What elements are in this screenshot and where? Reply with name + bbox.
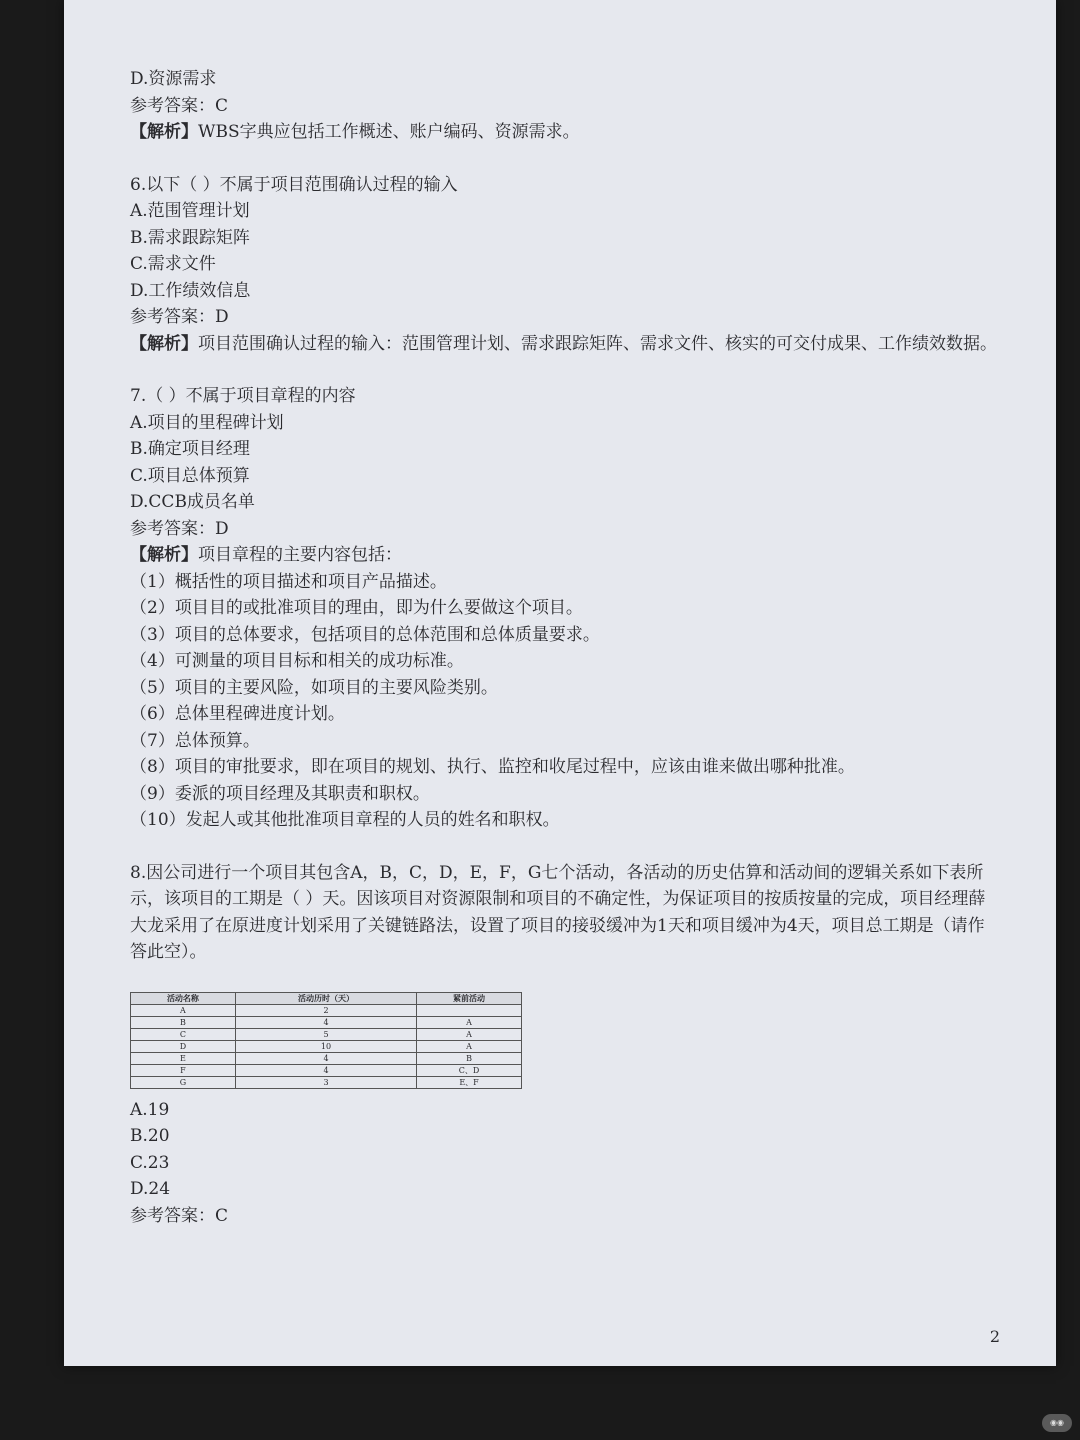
cell-predecessor: B — [417, 1052, 522, 1064]
table-row — [131, 1076, 522, 1088]
q8-option-d: D.24 — [130, 1179, 171, 1199]
q7-item-9: （9）委派的项目经理及其职责和职权。 — [130, 783, 430, 804]
analysis-text: 项目范围确认过程的输入：范围管理计划、需求跟踪矩阵、需求文件、核实的可交付成果、工作绩效数据。 — [198, 333, 997, 354]
table-header-row — [131, 992, 522, 1004]
q8-option-a: A.19 — [130, 1099, 170, 1120]
q6-analysis — [130, 331, 1000, 358]
cell-predecessor: C、D — [417, 1064, 522, 1076]
q6-option-c: C.需求文件 — [130, 254, 216, 274]
q7-item-1: （1）概括性的项目描述和项目产品描述。 — [130, 571, 447, 592]
cell-duration: 10 — [235, 1040, 416, 1052]
analysis-tag: 【解析】 — [130, 333, 198, 354]
analysis-text: 项目章程的主要内容包括： — [198, 545, 402, 565]
q7-option-c: C.项目总体预算 — [130, 465, 250, 486]
q6-option-b: B.需求跟踪矩阵 — [130, 227, 250, 248]
cell-predecessor — [417, 1004, 522, 1016]
cell-duration: 4 — [235, 1016, 416, 1028]
cell-predecessor: A — [417, 1028, 522, 1040]
q7-option-a: A.项目的里程碑计划 — [130, 412, 284, 433]
q6-option-a: A.范围管理计划 — [130, 201, 250, 221]
cell-name: A — [131, 1004, 236, 1016]
page-content — [130, 66, 1000, 1229]
spacer — [130, 357, 1000, 383]
cell-predecessor: A — [417, 1040, 522, 1052]
q6-option-d: D.工作绩效信息 — [130, 280, 251, 301]
spacer — [130, 146, 1000, 172]
q7-item-3: （3）项目的总体要求，包括项目的总体范围和总体质量要求。 — [130, 624, 600, 645]
q6-question: 6.以下（ ）不属于项目范围确认过程的输入 — [130, 174, 458, 195]
q5-answer: 参考答案：C — [130, 95, 229, 116]
cell-predecessor: A — [417, 1016, 522, 1028]
watermark-logo: ◉◉ — [1042, 1414, 1072, 1432]
cell-name: C — [131, 1028, 236, 1040]
spacer — [130, 834, 1000, 860]
page-number: 2 — [989, 1327, 1000, 1346]
q7-option-d: D.CCB成员名单 — [130, 492, 255, 512]
q7-answer: 参考答案：D — [130, 518, 229, 539]
q5-analysis — [130, 119, 1000, 146]
activity-table — [130, 992, 522, 1089]
q8-answer: 参考答案：C — [130, 1205, 229, 1226]
q7-question: 7.（ ）不属于项目章程的内容 — [130, 386, 356, 406]
cell-name: G — [131, 1076, 236, 1088]
q8-option-b: B.20 — [130, 1126, 170, 1146]
cell-duration: 2 — [235, 1004, 416, 1016]
q7-item-7: （7）总体预算。 — [130, 730, 260, 751]
cell-duration: 4 — [235, 1064, 416, 1076]
table-row — [131, 1016, 522, 1028]
cell-duration: 4 — [235, 1052, 416, 1064]
q7-item-2: （2）项目目的或批准项目的理由，即为什么要做这个项目。 — [130, 598, 583, 618]
q7-item-4: （4）可测量的项目目标和相关的成功标准。 — [130, 651, 464, 671]
header-predecessor: 紧前活动 — [417, 992, 522, 1004]
header-activity-name: 活动名称 — [131, 992, 236, 1004]
analysis-tag: 【解析】 — [130, 122, 198, 142]
analysis-text: WBS字典应包括工作概述、账户编码、资源需求。 — [198, 122, 580, 142]
cell-name: D — [131, 1040, 236, 1052]
q7-item-8: （8）项目的审批要求，即在项目的规划、执行、监控和收尾过程中，应该由谁来做出哪种批准。 — [130, 757, 855, 777]
analysis-tag: 【解析】 — [130, 545, 198, 565]
table-row — [131, 1064, 522, 1076]
q7-option-b: B.确定项目经理 — [130, 439, 250, 459]
q7-item-5: （5）项目的主要风险，如项目的主要风险类别。 — [130, 677, 498, 698]
cell-name: F — [131, 1064, 236, 1076]
q8-question: 8.因公司进行一个项目其包含A，B，C，D，E，F，G七个活动，各活动的历史估算和活动间的逻辑关系如下表所示，该项目的工期是（ ）天。因该项目对资源限制和项目的不确定性，为保证项目的按质按量的完成，项目经理薛大龙采用了在原进度计划采用了关键链路法，设置了项目的接驳缓冲为1天和项目缓冲为4天，项目总工期是（请作答此空）。 — [130, 862, 986, 962]
header-duration: 活动历时（天） — [235, 992, 416, 1004]
cell-duration: 3 — [235, 1076, 416, 1088]
q7-item-10: （10）发起人或其他批准项目章程的人员的姓名和职权。 — [130, 810, 560, 830]
cell-predecessor: E、F — [417, 1076, 522, 1088]
table-row — [131, 1028, 522, 1040]
q8-option-c: C.23 — [130, 1152, 170, 1173]
table-row — [131, 1004, 522, 1016]
cell-duration: 5 — [235, 1028, 416, 1040]
q7-item-6: （6）总体里程碑进度计划。 — [130, 704, 345, 724]
cell-name: B — [131, 1016, 236, 1028]
q5-option-d: D.资源需求 — [130, 69, 217, 89]
document-page — [64, 0, 1056, 1366]
table-row — [131, 1040, 522, 1052]
table-row — [131, 1052, 522, 1064]
cell-name: E — [131, 1052, 236, 1064]
q6-answer: 参考答案：D — [130, 307, 229, 327]
q7-analysis — [130, 542, 1000, 569]
